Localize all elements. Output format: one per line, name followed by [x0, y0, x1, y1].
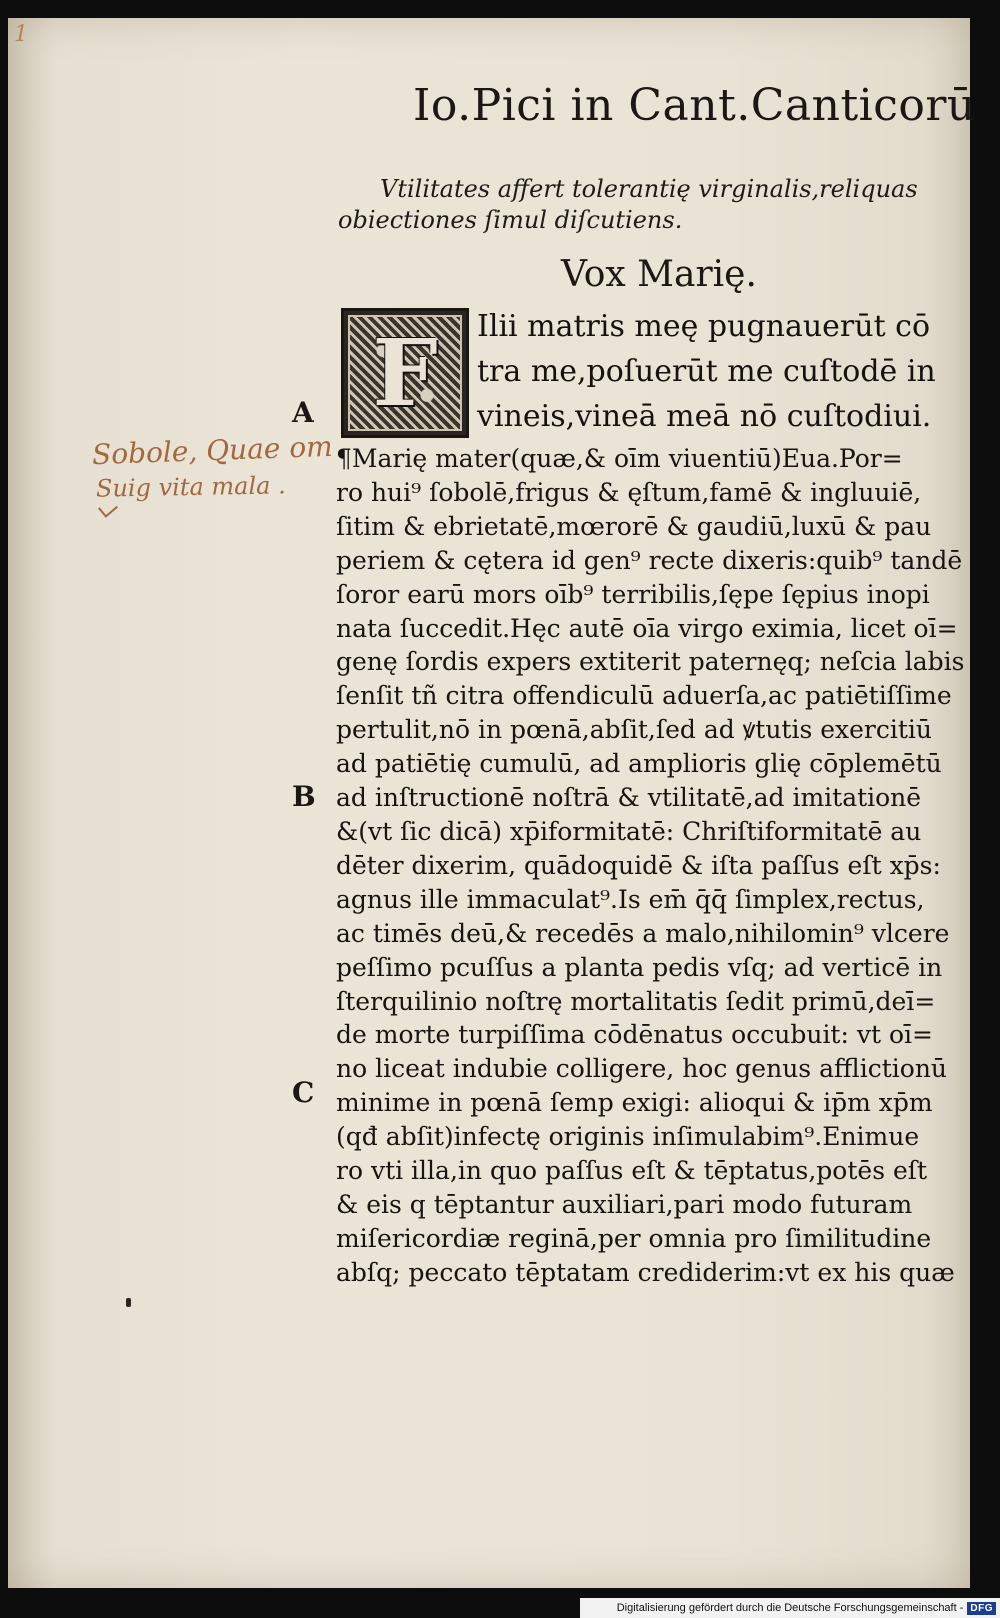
page-corner-mark: 1	[14, 22, 28, 47]
body-line: ad patiētię cumulū, ad amplioris glię cōplemētū	[336, 749, 942, 779]
body-line: (qđ abſit)infectę originis inſimulabim⁹.Enimue	[336, 1122, 920, 1152]
body-line: ſitim & ebrietatē,mœrorē & gaudiū,luxū & pau	[336, 511, 932, 541]
voice-title: Vox Marię.	[561, 254, 757, 295]
body-text	[336, 442, 978, 1290]
verse-line: tra me,poſuerūt me cuſtodē in	[477, 354, 936, 389]
body-line: minime in pœnā ſemp exigi: alioqui & ip̄m xp̄m	[336, 1088, 933, 1118]
body-line: & eis q tēptantur auxiliari,pari modo futuram	[336, 1189, 913, 1219]
dfg-logo-icon: DFG	[967, 1602, 996, 1615]
body-line: ¶Marię mater(quæ,& oīm viuentiū)Eua.Por=	[336, 444, 903, 473]
margin-marker-a: A	[292, 396, 314, 429]
footer-text: Digitalisierung gefördert durch die Deutsche Forschungsgemeinschaft -	[616, 1602, 964, 1614]
body-line: de morte turpiſſima cōdēnatus occubuit: vt oī=	[336, 1020, 933, 1050]
running-header: Io.Pici in Cant.Canticorū	[413, 80, 976, 131]
body-line: pertulit,nō in pœnā,abſit,ſed ad ꝟtutis exercitiū	[336, 715, 933, 745]
verse-line: vineis,vineā meā nō cuſtodiui.	[477, 399, 932, 434]
body-line: abſq; peccato tēptatam crediderim:vt ex his quæ	[336, 1257, 955, 1287]
decorated-initial	[341, 308, 469, 438]
handwritten-note-line: Suig vita mala .	[95, 471, 286, 503]
margin-marker-c: C	[292, 1076, 315, 1109]
body-line: no liceat indubie colligere, hoc genus afflictionū	[336, 1054, 948, 1084]
scanned-page	[8, 18, 976, 1588]
body-line: miſericordiæ reginā,per omnia pro ſimilitudine	[336, 1223, 932, 1253]
ink-spot	[126, 1298, 131, 1307]
body-line: ro vti illa,in quo paſſus eſt & tēptatus,potēs eſt	[336, 1156, 928, 1186]
body-line: ad inſtructionē noſtrā & vtilitatē,ad imitationē	[336, 783, 922, 813]
initial-letter: F	[372, 319, 438, 427]
body-line: dēter dixerim, quādoquidē & iſta paſſus eſt xp̄s:	[336, 850, 941, 880]
body-line: genę ſordis expers extiterit paternęq; neſcia labis	[336, 647, 965, 677]
body-line: agnus ille immaculat⁹.Is em̄ q̄q̄ ſimplex,rectus,	[336, 884, 925, 914]
handwritten-note-line: Sobole, Quae om	[91, 429, 334, 472]
heading-line: Vtilitates affert tolerantię virginalis,reliquas	[380, 175, 918, 203]
body-line: periem & cętera id gen⁹ recte dixeris:quib⁹ tandē	[336, 545, 963, 575]
body-line: nata ſuccedit.Hęc autē oīa virgo eximia, licet oī=	[336, 613, 958, 643]
margin-marker-b: B	[292, 780, 316, 813]
body-line: peſſimo pcuſſus a planta pedis vſq; ad verticē in	[336, 952, 943, 982]
body-line: ac timēs deū,& recedēs a malo,nihilomin⁹ vlcere	[336, 918, 950, 948]
body-line: ſterquilinio noſtrę mortalitatis ſedit primū,deī=	[336, 986, 936, 1016]
verse-line: Ilii matris meę pugnauerūt cō	[477, 309, 931, 344]
initial-ornament	[348, 315, 462, 431]
body-line: ſenſit tñ citra offendiculū aduerſa,ac patiētiſſime	[336, 681, 952, 711]
body-line: ſoror earū mors oīb⁹ terribilis,ſępe ſępius inopi	[336, 579, 930, 609]
body-line: &(vt ſic dicā) xp̄iformitatē: Chriſtiformitatē au	[336, 816, 922, 846]
section-heading	[338, 174, 978, 236]
verse-block	[477, 304, 977, 439]
digitization-footer	[580, 1598, 1000, 1618]
heading-line: obiectiones ſimul diſcutiens.	[338, 206, 683, 234]
body-line: ro hui⁹ ſobolē,frigus & ęſtum,famē & ingluuiē,	[336, 477, 922, 507]
